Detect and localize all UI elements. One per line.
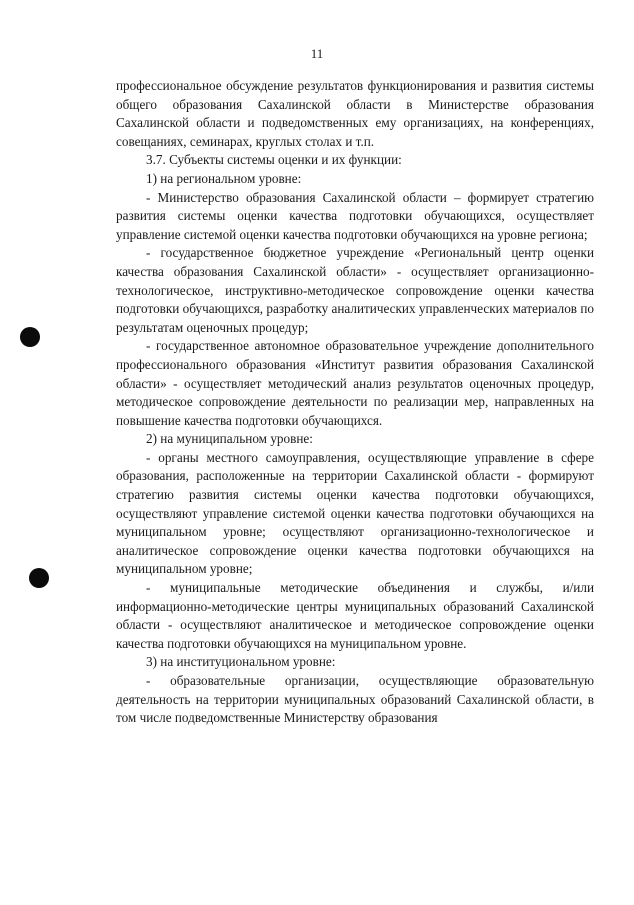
paragraph-methodical-associations: - муниципальные методические объединения и службы, и/или информационно-методические центры муниципальных образований Сахалинской области - осуществляют аналитическое и методическое сопровождение оценки качества подготовки обучающихся на муниципальном уровне. (116, 580, 594, 651)
subheading-regional-level: 1) на региональном уровне: (146, 170, 302, 186)
paragraph-intro-continuation: профессиональное обсуждение результатов функционирования и развития системы общего образования Сахалинской области в Министерстве образования Сахалинской области и подведомственных ему организациях, на конференциях, совещаниях, семинарах, круглых столах и т.п. (116, 78, 594, 149)
paragraph-local-authorities: - органы местного самоуправления, осуществляющие управление в сфере образования, расположенные на территории Сахалинской области - формируют стратегию развития системы оценки качества подготовки обучающихся, осуществляют управление системой оценки качества подготовки обучающихся на муниципальном уровне; осуществляют организационно-технологическое и аналитическое сопровождение оценки качества подготовки обучающихся на муниципальном уровне; (116, 449, 594, 577)
section-heading-3-7: 3.7. Субъекты системы оценки и их функции: (146, 152, 402, 168)
paragraph-institute: - государственное автономное образовательное учреждение дополнительного профессионального образования «Институт развития образования Сахалинской области» - осуществляет методический анализ результатов оценочных процедур, методическое сопровождение деятельности по реализации мер, направленных на повышение качества подготовки обучающихся. (116, 338, 594, 428)
subheading-municipal-level: 2) на муниципальном уровне: (146, 431, 313, 447)
document-body (116, 77, 594, 728)
binder-hole-mark-lower (29, 568, 49, 588)
binder-hole-mark-upper (20, 327, 40, 347)
paragraph-regional-center: - государственное бюджетное учреждение «Региональный центр оценки качества образования Сахалинской области» - осуществляет организационно-технологическое, инструктивно-методическое сопровождение оценки качества подготовки обучающихся, разработку аналитических управленческих материалов по результатам оценочных процедур; (116, 245, 594, 335)
paragraph-ministry: - Министерство образования Сахалинской области – формирует стратегию развития системы оценки качества подготовки обучающихся, осуществляет управление системой оценки качества подготовки обучающихся на уровне региона; (116, 189, 594, 242)
page-number: 11 (310, 46, 324, 61)
paragraph-educational-organizations: - образовательные организации, осуществляющие образовательную деятельность на территории муниципальных образований Сахалинской области, в том числе подведомственные Министерству образования (116, 673, 594, 726)
subheading-institutional-level: 3) на институциональном уровне: (146, 654, 336, 670)
